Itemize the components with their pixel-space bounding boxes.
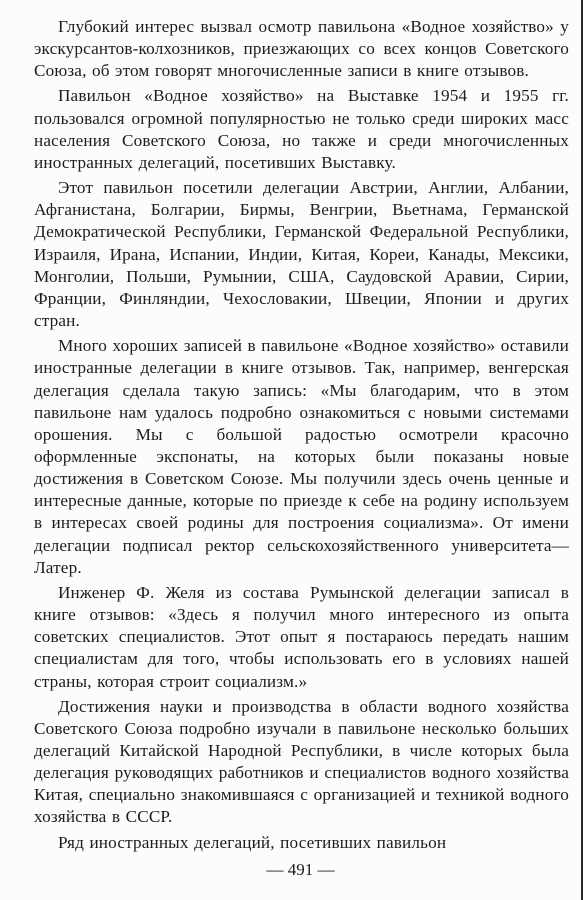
paragraph-2: Павильон «Водное хозяйство» на Выставке 1954 и 1955 гг. пользовался огромной популярностью не только среди широких масс населения Советского Союза, но также и среди многочисленных иностранных делегаций, посетивших Выставку. xyxy=(34,86,569,172)
paragraph-4: Много хороших записей в павильоне «Водное хозяйство» оставили иностранные делегации в книге отзывов. Так, например, венгерская делегация сделала такую запись: «Мы благодарим, что в этом павильоне нам удалось подробно ознакомиться с новыми системами орошения. Мы с большой радостью осмотрели красочно оформленные экспонаты, на которых были показаны новые достижения в Советском Союзе. Мы получили здесь очень ценные и интересные данные, которые по приезде к себе на родину используем в интересах своей родины для построения социализма». От имени делегации подписал ректор сельскохозяйственного университета—Латер. xyxy=(34,336,569,577)
paragraph-3: Этот павильон посетили делегации Австрии, Англии, Албании, Афганистана, Болгарии, Бирмы, Венгрии, Вьетнама, Германской Демократической Республики, Германской Федеральной Республики, Израиля, Ирана, Испании, Индии, Китая, Кореи, Канады, Мексики, Монголии, Польши, Румынии, США, Саудовской Аравии, Сирии, Франции, Финляндии, Чехословакии, Швеции, Японии и других стран. xyxy=(34,178,569,331)
paragraph-5: Инженер Ф. Желя из состава Румынской делегации записал в книге отзывов: «Здесь я получил много интересного из опыта советских специалистов. Этот опыт я постараюсь передать нашим специалистам для того, чтобы использовать его в условиях нашей страны, которая строит социализм.» xyxy=(34,582,569,691)
paragraph-1: Глубокий интерес вызвал осмотр павильона «Водное хозяйство» у экскурсантов-колхозников, приезжающих со всех концов Советского Союза, об этом говорят многочисленные записи в книге отзывов. xyxy=(34,17,569,81)
paragraph-6: Достижения науки и производства в области водного хозяйства Советского Союза подробно изучали в павильоне несколько больших делегаций Китайской Народной Республики, в числе которых была делегация руководящих работников и специалистов водного хозяйства Китая, специально знакомившаяся с организацией и техникой водного хозяйства в СССР. xyxy=(34,696,569,827)
paragraph-7: Ряд иностранных делегаций, посетивших павильон xyxy=(58,832,447,852)
body-text xyxy=(34,16,569,854)
page-number: — 491 — xyxy=(266,860,335,879)
